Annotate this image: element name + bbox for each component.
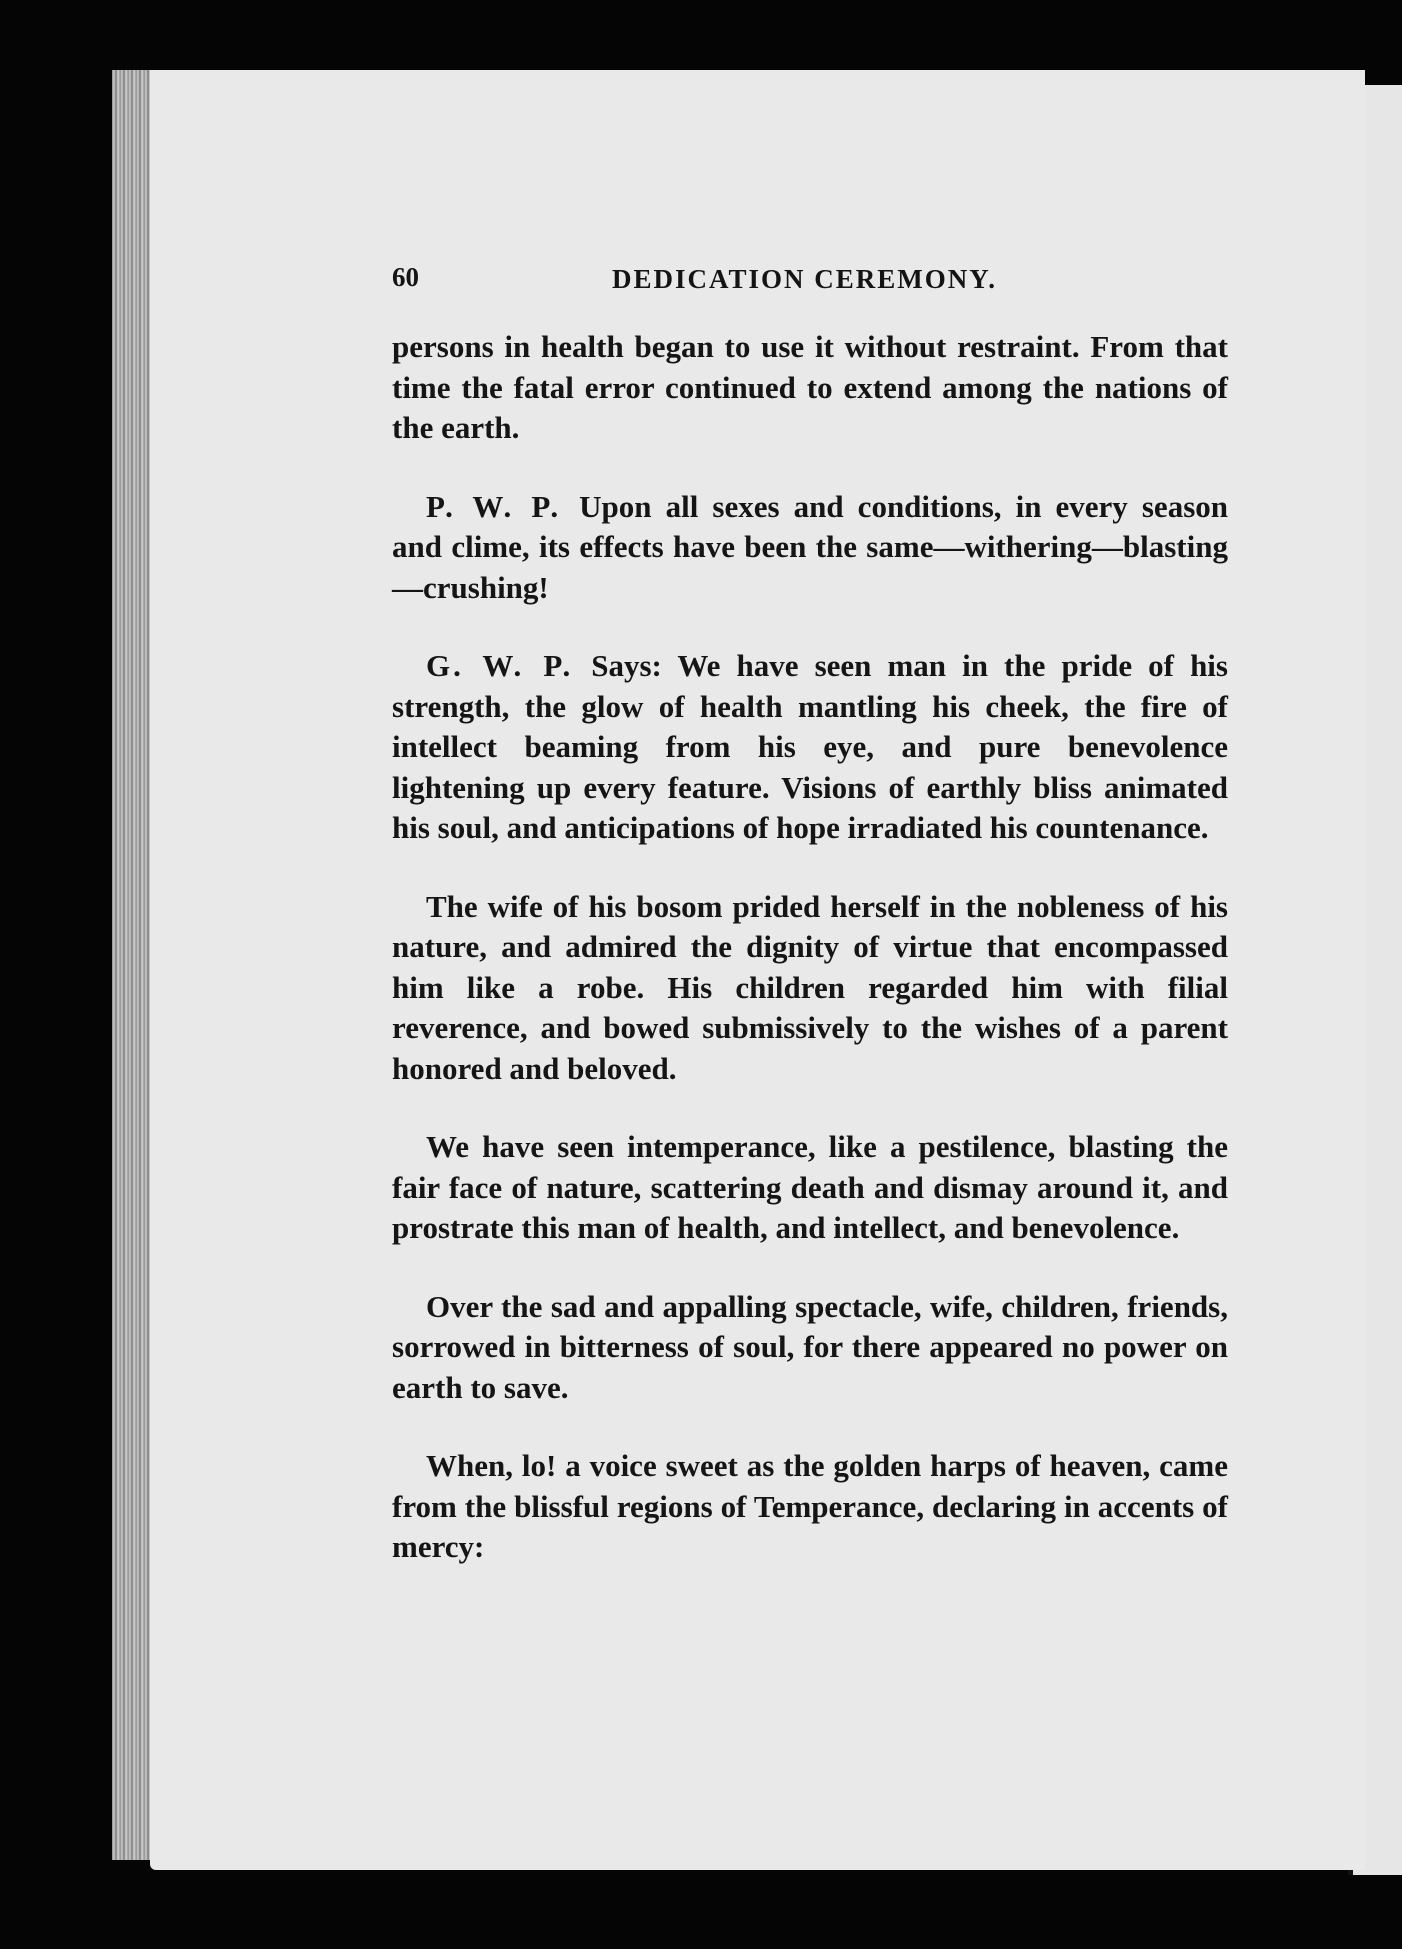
speaker-label: P. W. P. [426,488,562,524]
paragraph-text: The wife of his bosom prided herself in the nobleness of his nature, and admired the dignity of virtue that encompassed him like a robe. His children regarded him with filial reverence, and bowed submissively to the wishes of a parent honored and beloved. [392,888,1228,1086]
paragraph [392,1287,1228,1409]
paragraph [392,1446,1228,1568]
page-number: 60 [392,262,419,292]
paragraph-text: Over the sad and appalling spectacle, wife, children, friends, sorrowed in bitterness of soul, for there appeared no power on earth to save. [392,1288,1228,1405]
paragraph-text: When, lo! a voice sweet as the golden harps of heaven, came from the blissful regions of Temperance, declaring in accents of mercy: [392,1448,1228,1564]
paragraph-text: Upon all sexes and conditions, in every season and clime, its effects have been the same—withering—blasting—crushing! [392,488,1228,605]
paragraph [392,887,1228,1090]
paragraph-text: Says: We have seen man in the pride of his strength, the glow of health mantling his cheek, the fire of intellect beaming from his eye, and pure benevolence lightening up every feature. Visions of earthly bliss animated his soul, and anticipations of hope irradiated his countenance. [392,648,1228,845]
paragraph [392,646,1228,849]
body-text [392,327,1228,1606]
speaker-label: G. W. P. [426,648,574,683]
paragraph-text: persons in health began to use it without restraint. From that time the fatal error continued to extend among the nations of the earth. [392,329,1228,445]
paragraph [392,487,1228,609]
paragraph-text: We have seen intemperance, like a pestilence, blasting the fair face of nature, scattering death and dismay around it, and prostrate this man of health, and intellect, and benevolence. [392,1129,1228,1245]
paragraph [392,327,1228,449]
paragraph [392,1127,1228,1249]
running-title: DEDICATION CEREMONY. [612,264,998,294]
page-header [392,262,1222,302]
